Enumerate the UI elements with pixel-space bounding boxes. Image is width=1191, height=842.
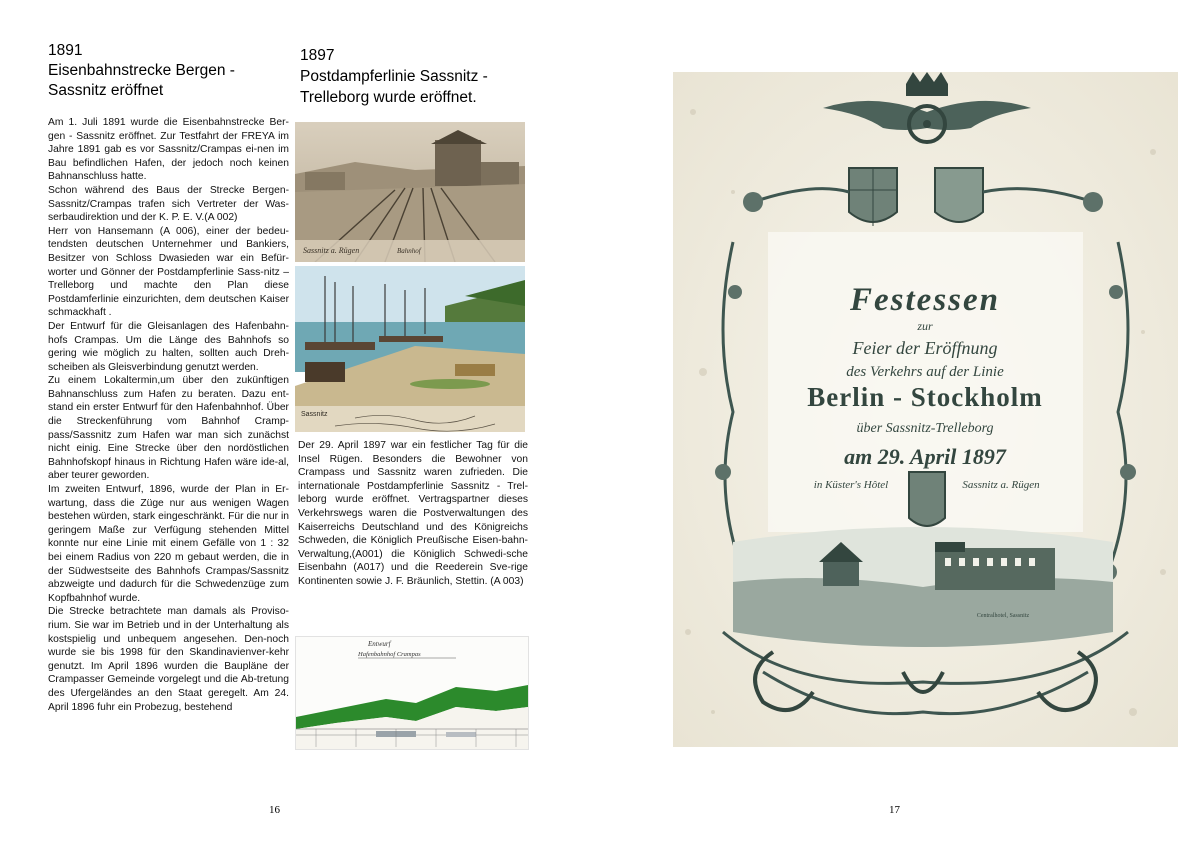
- paragraph: Der Entwurf für die Gleisanlagen des Hafenbahn-hofs Crampas. Um die Länge des Bahnhofs so gering wie möglich zu halten, sollten auch Dreh-scheiben als Gleisverbindung genutzt werden.: [48, 320, 289, 373]
- heading-1891: [48, 41, 288, 101]
- paragraph: Schon während des Baus der Strecke Bergen-Sassnitz/Crampas trafen sich Vertreter der Was-serbaudirektion und der K. P. E. V.(A 002): [48, 184, 289, 224]
- page-number-left: 16: [269, 804, 280, 816]
- harbour-photo: [295, 266, 525, 432]
- paragraph: Am 1. Juli 1891 wurde die Eisenbahnstrecke Ber-gen - Sassnitz eröffnet. Zur Testfahrt der FREYA im Jahre 1891 gab es vor Sassnitz/Crampas ei-nen im Bau befindlichen Hafen, der jedoch noch keinen Bahnanschluss hatte.: [48, 117, 289, 183]
- left-page: [0, 0, 595, 842]
- menu-card-illustration: [673, 72, 1178, 747]
- menu-line-date: am 29. April 1897: [844, 444, 1006, 469]
- menu-line-verkehr: des Verkehrs auf der Linie: [846, 364, 1004, 380]
- heading-1891-title-line2: Sassnitz eröffnet: [48, 82, 164, 99]
- page-number-right: 17: [889, 804, 900, 816]
- menu-venue-left: in Küster's Hôtel: [813, 479, 889, 491]
- heading-1897-year: 1897: [300, 47, 335, 64]
- heading-1891-title-line1: Eisenbahnstrecke Bergen -: [48, 62, 235, 79]
- paragraph: Die Strecke betrachtete man damals als Proviso-rium. Sie war im Betrieb und in der Unterhaltung als kostspielig und unbequem angesehen. Den-noch wurde sie bis 1998 für den Skandinavienver-kehr genutzt. Im April 1896 wurden die Baupläne der Crampasser Gemeinde vorgelegt und die Ab-tretung des Ufergeländes an den Staat geregelt. Am 24. April 1896 fuhr ein Probezug, bestehend: [48, 606, 289, 713]
- heading-1897-title-line1: Postdampferlinie Sassnitz -: [300, 68, 488, 85]
- menu-venue-right: Sassnitz a. Rügen: [962, 479, 1040, 491]
- scene-caption: Centralhotel, Sassnitz: [976, 613, 1030, 619]
- menu-line-zur: zur: [917, 319, 933, 333]
- menu-title: Festessen: [850, 282, 1000, 318]
- menu-line-route: Berlin - Stockholm: [807, 382, 1043, 412]
- heading-1897-title-line2: Trelleborg wurde eröffnet.: [300, 89, 477, 106]
- harbour-scene-vignette: [733, 527, 1113, 647]
- paragraph: Zu einem Lokaltermin,um über den zukünftigen Bahnanschluss zum Hafen zu beraten. Dazu ent-stand ein erster Entwurf für den Hafenbahnhof. Über die Streckenführung vom Bahnhof Cramp-pass/Sassnitz zum Hafen war man sich zunächst nicht einig. Eine Strecke über den nordöstlichen Bahnhofskopf hinaus in Richtung Hafen wäre ide-al, aber teurer geworden.: [48, 375, 289, 482]
- paragraph: Herr von Hansemann (A 006), einer der bedeu-tendsten deutschen Unternehmer und Bankiers, Besitzer von Schloss Dwasieden war ein Befür-worter und Gönner der Postdampferlinie Sass-nitz – Trelleborg und machte den Plan diese Postdamferlinie einzurichten, dem deutschen Kaiser schmackhaft .: [48, 225, 289, 319]
- station-photo: [295, 122, 525, 262]
- plan-subtitle: Hafenbahnhof Crampas: [358, 651, 421, 658]
- menu-line-via: über Sassnitz-Trelleborg: [856, 421, 994, 436]
- station-photo-caption: Sassnitz a. Rügen: [303, 246, 360, 255]
- paragraph: Im zweiten Entwurf, 1896, wurde der Plan in Er-wartung, dass die Züge nur aus wenigen Wagen bestehen würden, stark eingeschränkt. Für die nur in geringem Maße zur Verfügung stehenden Mittel konnte nur eine Linie mit einem Gefälle von 1 : 32 bei einem Radius von 220 m gebaut werden, die in der Südwestseite des Bahnhofs Crampas/Sassnitz abzweigte und dadurch für die Schwedenzüge zum Kopfbahnhof wurde.: [48, 484, 289, 604]
- plan-title: Entwurf: [368, 640, 391, 648]
- article-1897-text: Der 29. April 1897 war ein festlicher Tag für die Insel Rügen. Besonders die Bewohner von Crampass und Sassnitz waren zufrieden. Die internationale Postdampferlinie Sassnitz - Trel-leborg wurde eröffnet. Vertragspartner dieses Verkehrswegs waren die Postverwaltungen des Kaiserreichs Deutschland und des Königreichs Schweden, die Königlich Preußische Eisen-bahn-Verwaltung,(A001) die Königlich Schwedi-sche Eisenbahn (A017) und die Reederein Sve-rige Kontinenten sowie J. F. Bräunlich, Stettin. (A 003): [298, 440, 528, 587]
- heading-1891-year: 1891: [48, 42, 83, 59]
- heading-1897: [300, 45, 530, 108]
- menu-line-feier: Feier der Eröffnung: [852, 338, 998, 358]
- article-1891-text: [48, 116, 289, 746]
- harbour-photo-caption: Sassnitz: [301, 411, 328, 418]
- track-plan-drawing: [295, 636, 529, 750]
- station-photo-caption-right: Bahnhof: [397, 247, 421, 255]
